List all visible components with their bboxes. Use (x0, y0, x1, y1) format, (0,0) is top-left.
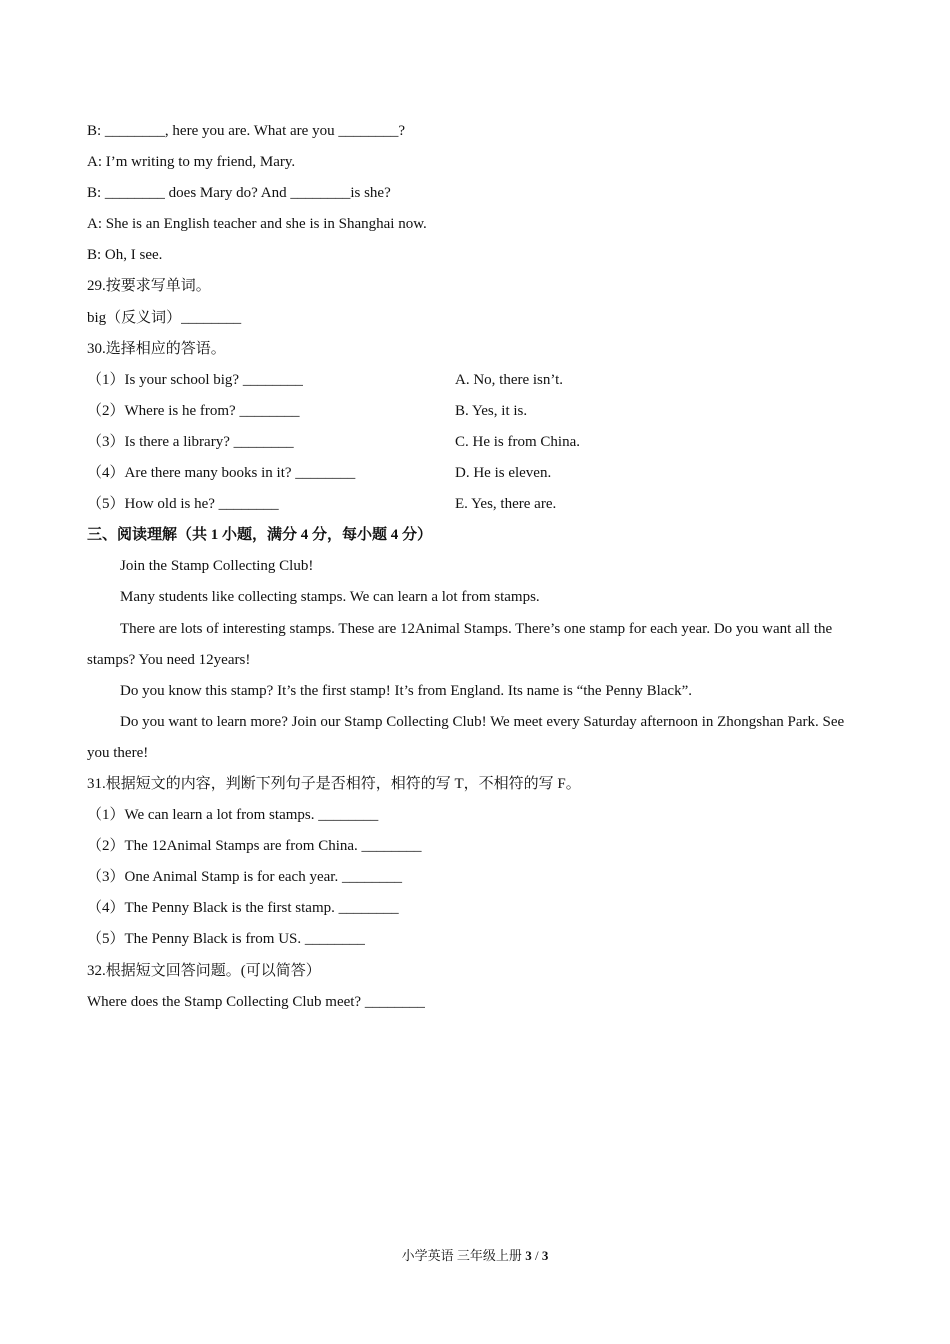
judge-item: （4）The Penny Black is the first stamp. ________ (87, 900, 399, 917)
passage-paragraph: Do you want to learn more? Join our Stamp Collecting Club! We meet every Saturday afternoon in Zhongshan Park. See you there! (87, 713, 845, 761)
dialogue-line: B: Oh, I see. (87, 247, 163, 264)
passage-paragraph: There are lots of interesting stamps. These are 12Animal Stamps. There’s one stamp for each year. Do you want all the stamps? You need 12years! (87, 620, 833, 668)
question-32-title: 32.根据短文回答问题。(可以简答） (87, 962, 321, 979)
match-row (87, 365, 867, 396)
dialogue-line: A: I’m writing to my friend, Mary. (87, 154, 296, 171)
page-total: 3 (541, 1248, 549, 1263)
judge-item: （2）The 12Animal Stamps are from China. ________ (87, 838, 422, 855)
passage-title: Join the Stamp Collecting Club! (120, 558, 314, 575)
judge-item: （1）We can learn a lot from stamps. ________ (87, 807, 379, 824)
dialogue-line: B: ________, here you are. What are you ________? (87, 123, 405, 139)
question-30-title: 30.选择相应的答语。 (87, 340, 226, 357)
match-answer: E. Yes, there are. (455, 496, 557, 513)
passage-paragraph: Do you know this stamp? It’s the first stamp! It’s from England. Its name is “the Penny Black”. (120, 682, 692, 699)
match-question: （1）Is your school big? ________ (87, 371, 303, 388)
match-row (87, 427, 867, 458)
match-question: （5）How old is he? ________ (87, 496, 279, 513)
match-answer: D. He is eleven. (455, 465, 552, 482)
match-row (87, 458, 867, 489)
match-row (87, 489, 867, 520)
judge-item: （3）One Animal Stamp is for each year. ________ (87, 869, 402, 886)
section-heading: 三、阅读理解（共 1 小题，满分 4 分，每小题 4 分） (87, 527, 433, 544)
match-answer: B. Yes, it is. (455, 402, 528, 419)
question-29-title: 29.按要求写单词。 (87, 278, 211, 295)
dialogue-line: B: ________ does Mary do? And ________is she? (87, 185, 391, 202)
dialogue-line: A: She is an English teacher and she is in Shanghai now. (87, 216, 427, 233)
page-separator: / (534, 1248, 539, 1263)
question-31-title: 31.根据短文的内容，判断下列句子是否相符，相符的写 T，不相符的写 F。 (87, 775, 581, 792)
page-footer (0, 1246, 950, 1266)
match-answer: C. He is from China. (455, 433, 580, 450)
match-question: （4）Are there many books in it? ________ (87, 465, 356, 482)
match-answer: A. No, there isn’t. (455, 371, 564, 388)
page-number: 3 (525, 1248, 532, 1263)
match-question: （2）Where is he from? ________ (87, 402, 300, 419)
question-32-item: Where does the Stamp Collecting Club meet? ________ (87, 993, 425, 1010)
document-page (87, 116, 867, 1018)
passage-paragraph: Many students like collecting stamps. We can learn a lot from stamps. (120, 589, 540, 606)
match-question: （3）Is there a library? ________ (87, 433, 294, 450)
judge-item: （5）The Penny Black is from US. ________ (87, 931, 365, 948)
question-29-item: big（反义词）________ (87, 309, 242, 326)
match-row (87, 396, 867, 427)
footer-label: 小学英语 三年级上册 (401, 1248, 522, 1263)
